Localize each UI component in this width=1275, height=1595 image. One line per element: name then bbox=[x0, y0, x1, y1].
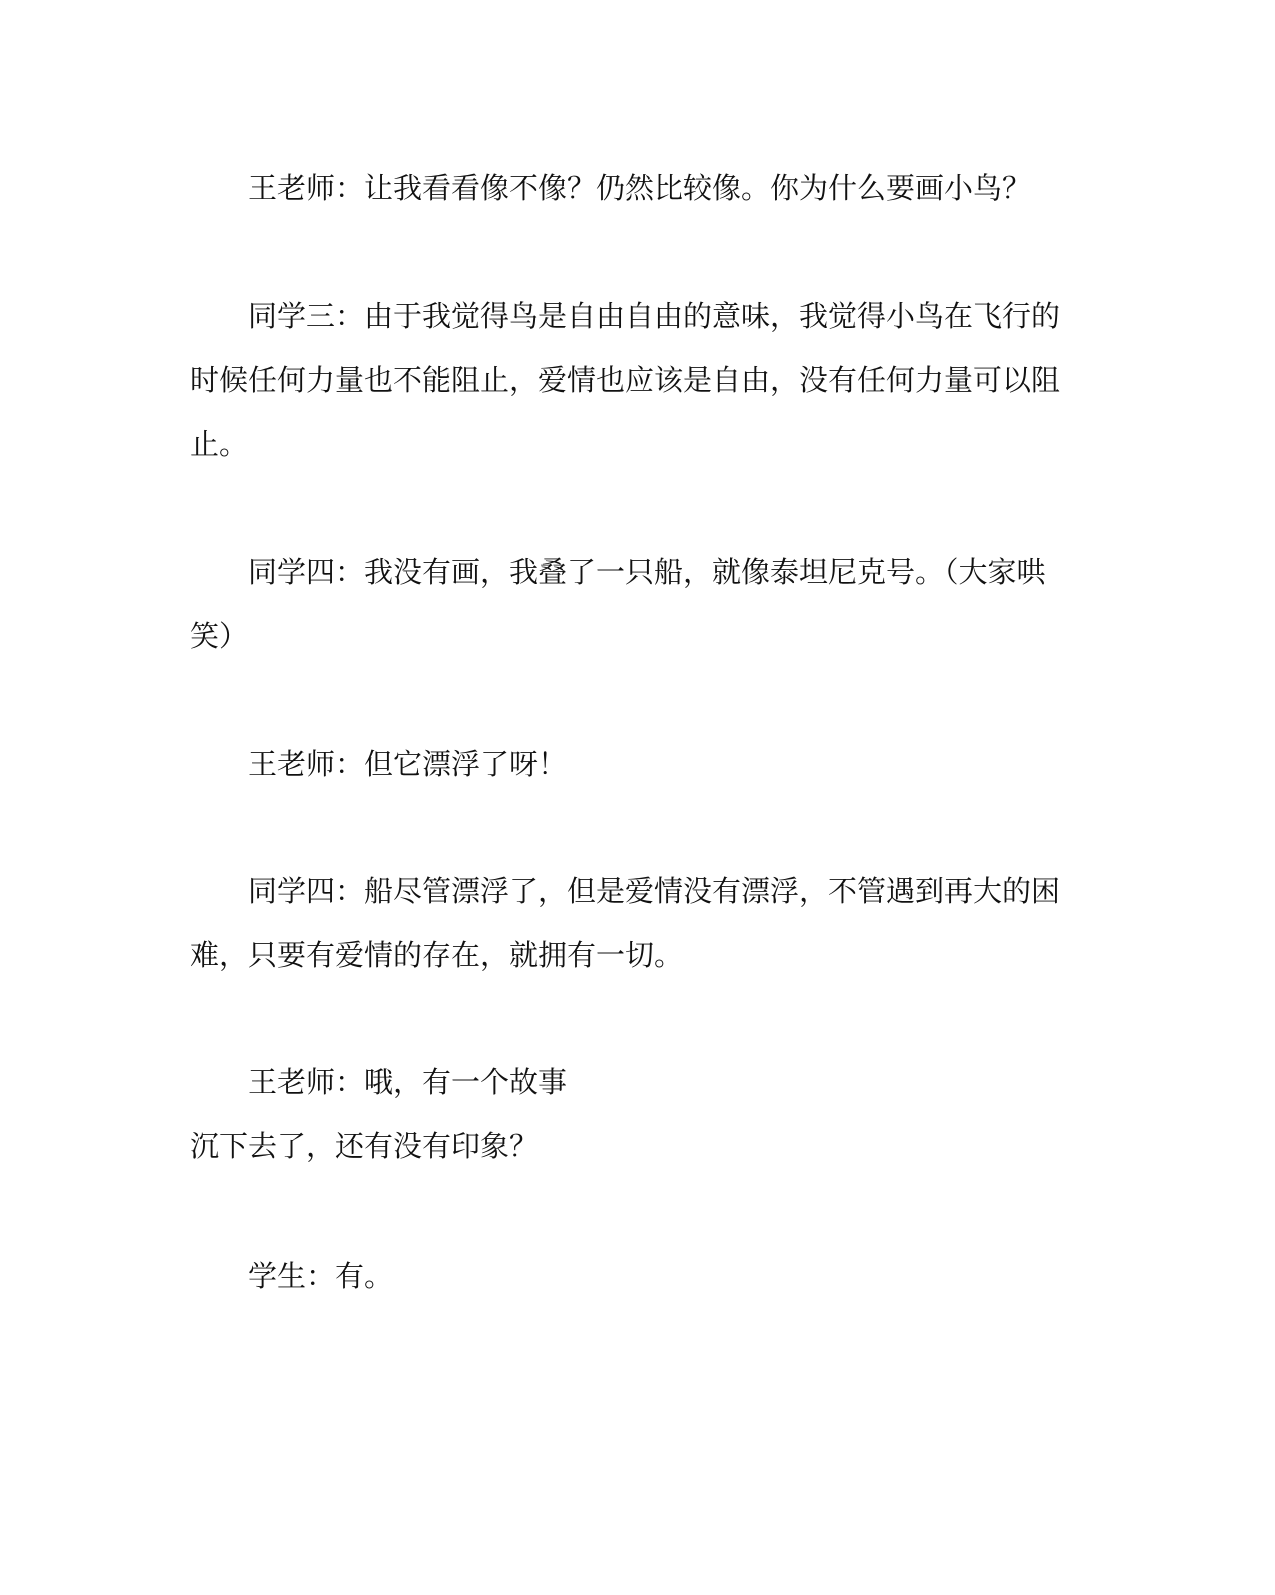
text-line: 王老师：哦，有一个故事 bbox=[248, 1065, 568, 1099]
text-line: 笑） bbox=[190, 619, 249, 653]
text-line: 同学四：我没有画，我叠了一只船，就像泰坦尼克号。（大家哄 bbox=[248, 555, 1046, 589]
text-line: 王老师：但它漂浮了呀！ bbox=[248, 747, 568, 781]
text-line: 沉下去了，还有没有印象？ bbox=[190, 1129, 539, 1163]
paragraph-student-4-reply bbox=[190, 859, 1060, 987]
text-line: 学生：有。 bbox=[248, 1259, 394, 1293]
paragraph-teacher-2 bbox=[190, 732, 1060, 796]
text-line: 同学三：由于我觉得鸟是自由自由的意味，我觉得小鸟在飞行的 bbox=[248, 299, 1061, 333]
text-line: 同学四：船尽管漂浮了，但是爱情没有漂浮，不管遇到再大的困 bbox=[248, 874, 1061, 908]
text-line: 难，只要有爱情的存在，就拥有一切。 bbox=[190, 938, 684, 972]
text-line: 时候任何力量也不能阻止，爱情也应该是自由，没有任何力量可以阻 bbox=[190, 363, 1061, 397]
text-line: 止。 bbox=[190, 427, 249, 461]
paragraph-student-4 bbox=[190, 540, 1060, 668]
text-line: 王老师：让我看看像不像？仍然比较像。你为什么要画小鸟？ bbox=[248, 171, 1032, 205]
paragraph-student bbox=[190, 1244, 1060, 1308]
paragraph-teacher-1 bbox=[190, 156, 1060, 220]
paragraph-teacher-3 bbox=[190, 1050, 1060, 1178]
paragraph-student-3 bbox=[190, 284, 1060, 476]
